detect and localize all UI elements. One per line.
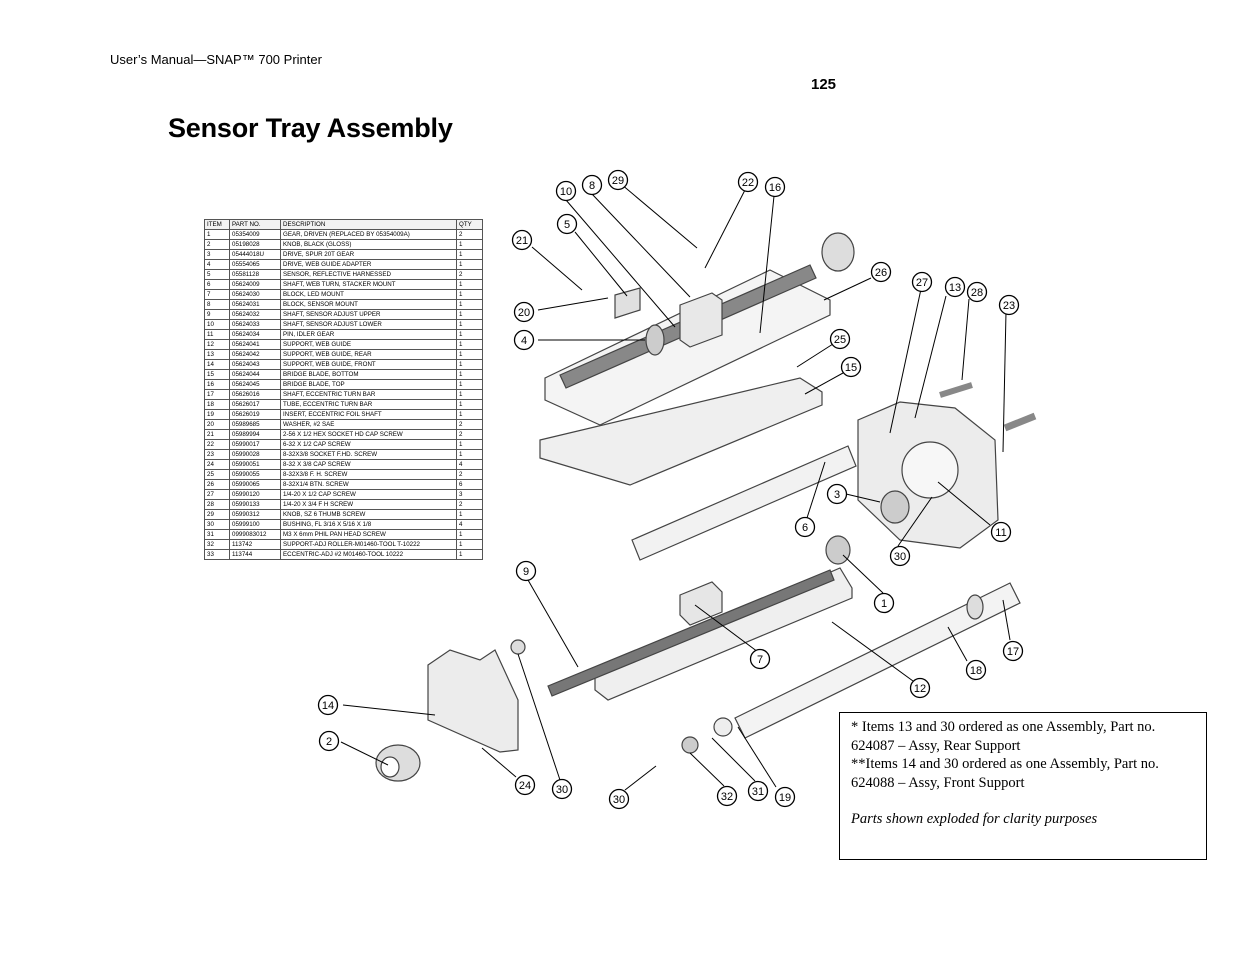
table-cell-item: 25 — [205, 470, 230, 480]
table-cell-qty: 1 — [457, 310, 483, 320]
front-support-plate-drawing — [428, 650, 518, 752]
table-cell-part-no: 05990065 — [230, 480, 281, 490]
table-cell-description: DRIVE, WEB GUIDE ADAPTER — [281, 260, 457, 270]
table-cell-qty: 1 — [457, 370, 483, 380]
table-cell-item: 32 — [205, 540, 230, 550]
eccentric-shaft-end-drawing — [967, 595, 983, 619]
table-cell-item: 30 — [205, 520, 230, 530]
callout-number: 15 — [844, 362, 858, 374]
table-cell-part-no: 05990051 — [230, 460, 281, 470]
table-cell-qty: 6 — [457, 480, 483, 490]
table-cell-item: 23 — [205, 450, 230, 460]
table-cell-part-no: 05626019 — [230, 410, 281, 420]
table-cell-part-no: 05624033 — [230, 320, 281, 330]
callout-number: 18 — [969, 665, 983, 677]
bushing-drawing — [511, 640, 525, 654]
table-cell-part-no: 05990055 — [230, 470, 281, 480]
drive-gear-top-drawing — [822, 233, 854, 271]
table-cell-qty: 2 — [457, 270, 483, 280]
callout-number: 2 — [325, 736, 333, 748]
table-cell-qty: 1 — [457, 250, 483, 260]
callout-number: 5 — [563, 219, 571, 231]
table-cell-item: 26 — [205, 480, 230, 490]
table-cell-description: BRIDGE BLADE, TOP — [281, 380, 457, 390]
table-cell-qty: 4 — [457, 460, 483, 470]
table-cell-part-no: 113742 — [230, 540, 281, 550]
table-cell-item: 14 — [205, 360, 230, 370]
page-title: Sensor Tray Assembly — [168, 113, 453, 143]
table-cell-qty: 2 — [457, 230, 483, 240]
callout-number: 25 — [833, 334, 847, 346]
table-cell-description: SUPPORT, WEB GUIDE, REAR — [281, 350, 457, 360]
callout-number: 19 — [778, 792, 792, 804]
table-cell-qty: 1 — [457, 390, 483, 400]
support-plate-hole-drawing — [902, 442, 958, 498]
table-cell-description: SHAFT, SENSOR ADJUST LOWER — [281, 320, 457, 330]
table-cell-description: SHAFT, SENSOR ADJUST UPPER — [281, 310, 457, 320]
table-cell-part-no: 05581128 — [230, 270, 281, 280]
table-cell-item: 12 — [205, 340, 230, 350]
table-cell-item: 10 — [205, 320, 230, 330]
table-cell-part-no: 05554065 — [230, 260, 281, 270]
page-number: 125 — [811, 76, 837, 93]
callout-number: 3 — [833, 489, 841, 501]
callout-number: 24 — [518, 780, 532, 792]
driven-gear-lower-drawing — [826, 536, 850, 564]
table-cell-qty: 2 — [457, 470, 483, 480]
callout-number: 26 — [874, 267, 888, 279]
table-cell-description: SHAFT, ECCENTRIC TURN BAR — [281, 390, 457, 400]
table-cell-qty: 1 — [457, 260, 483, 270]
table-cell-part-no: 05990120 — [230, 490, 281, 500]
callout-number: 21 — [515, 235, 529, 247]
callout-number: 30 — [612, 794, 626, 806]
table-cell-qty: 1 — [457, 340, 483, 350]
table-cell-item: 5 — [205, 270, 230, 280]
callout-number: 12 — [913, 683, 927, 695]
table-cell-qty: 1 — [457, 530, 483, 540]
table-cell-description: SENSOR, REFLECTIVE HARNESSED — [281, 270, 457, 280]
table-cell-part-no: 05624042 — [230, 350, 281, 360]
callout-number: 14 — [321, 700, 335, 712]
table-cell-description: 6-32 X 1/2 CAP SCREW — [281, 440, 457, 450]
table-header-item: ITEM — [205, 220, 230, 230]
table-cell-part-no: 05626017 — [230, 400, 281, 410]
screw-23-drawing — [1005, 416, 1035, 428]
table-cell-qty: 1 — [457, 440, 483, 450]
table-cell-qty: 1 — [457, 400, 483, 410]
callout-number: 29 — [611, 175, 625, 187]
callout-number: 23 — [1002, 300, 1016, 312]
callout-number: 8 — [588, 180, 596, 192]
table-cell-part-no: 05624009 — [230, 280, 281, 290]
callout-number: 22 — [741, 177, 755, 189]
note-line-3: **Items 14 and 30 ordered as one Assembly, Part no. — [851, 756, 1159, 772]
knob-face-drawing — [381, 757, 399, 777]
table-cell-description: 1/4-20 X 1/2 CAP SCREW — [281, 490, 457, 500]
table-cell-item: 15 — [205, 370, 230, 380]
callout-number: 16 — [768, 182, 782, 194]
table-cell-part-no: 05990017 — [230, 440, 281, 450]
table-cell-item: 33 — [205, 550, 230, 560]
table-cell-description: 1/4-20 X 3/4 F H SCREW — [281, 500, 457, 510]
callout-number: 28 — [970, 287, 984, 299]
table-cell-description: GEAR, DRIVEN (REPLACED BY 05354009A) — [281, 230, 457, 240]
table-cell-part-no: 05444018U — [230, 250, 281, 260]
table-cell-description: 8-32X1/4 BTN. SCREW — [281, 480, 457, 490]
table-cell-qty: 1 — [457, 510, 483, 520]
table-cell-part-no: 05989994 — [230, 430, 281, 440]
table-header-qty: QTY — [457, 220, 483, 230]
table-cell-qty: 2 — [457, 420, 483, 430]
table-cell-item: 11 — [205, 330, 230, 340]
callout-number: 10 — [559, 186, 573, 198]
manual-header: User’s Manual—SNAP™ 700 Printer — [110, 52, 322, 67]
note-line-2: 624087 – Assy, Rear Support — [851, 737, 1021, 754]
callout-number: 20 — [517, 307, 531, 319]
table-cell-description: BLOCK, LED MOUNT — [281, 290, 457, 300]
table-cell-description: KNOB, SZ 6 THUMB SCREW — [281, 510, 457, 520]
table-cell-qty: 1 — [457, 410, 483, 420]
table-cell-item: 8 — [205, 300, 230, 310]
table-cell-item: 17 — [205, 390, 230, 400]
table-cell-description: SUPPORT, WEB GUIDE — [281, 340, 457, 350]
table-cell-description: SHAFT, WEB TURN, STACKER MOUNT — [281, 280, 457, 290]
table-cell-item: 1 — [205, 230, 230, 240]
table-cell-item: 21 — [205, 430, 230, 440]
table-cell-item: 19 — [205, 410, 230, 420]
table-cell-qty: 1 — [457, 290, 483, 300]
callout-number: 9 — [522, 566, 530, 578]
table-cell-qty: 1 — [457, 380, 483, 390]
note-line-4: 624088 – Assy, Front Support — [851, 774, 1025, 791]
table-cell-description: PIN, IDLER GEAR — [281, 330, 457, 340]
table-cell-item: 28 — [205, 500, 230, 510]
table-cell-part-no: 05624030 — [230, 290, 281, 300]
sensor-adjust-lower-shaft-drawing — [548, 570, 834, 696]
table-cell-qty: 1 — [457, 350, 483, 360]
table-cell-part-no: 05198028 — [230, 240, 281, 250]
eccentric-adj-drawing — [682, 737, 698, 753]
table-cell-description: BLOCK, SENSOR MOUNT — [281, 300, 457, 310]
table-cell-description: INSERT, ECCENTRIC FOIL SHAFT — [281, 410, 457, 420]
callout-number: 11 — [995, 527, 1007, 539]
table-cell-item: 3 — [205, 250, 230, 260]
note-line-1: * Items 13 and 30 ordered as one Assembly, Part no. — [851, 719, 1156, 735]
table-cell-description: 2-56 X 1/2 HEX SOCKET HD CAP SCREW — [281, 430, 457, 440]
table-cell-qty: 1 — [457, 330, 483, 340]
table-cell-part-no: 0999083012 — [230, 530, 281, 540]
table-cell-item: 24 — [205, 460, 230, 470]
table-cell-description: BUSHING, FL 3/16 X 5/16 X 1/8 — [281, 520, 457, 530]
table-cell-item: 13 — [205, 350, 230, 360]
table-cell-item: 29 — [205, 510, 230, 520]
callout-number: 32 — [720, 791, 734, 803]
callout-number: 27 — [915, 277, 929, 289]
table-header-part-no: PART NO. — [230, 220, 281, 230]
table-cell-item: 4 — [205, 260, 230, 270]
table-cell-part-no: 05626016 — [230, 390, 281, 400]
table-cell-qty: 1 — [457, 360, 483, 370]
callout-number: 17 — [1006, 646, 1020, 658]
table-cell-qty: 1 — [457, 300, 483, 310]
table-cell-description: SUPPORT-ADJ ROLLER-M01460-TOOL T-10222 — [281, 540, 457, 550]
table-cell-item: 31 — [205, 530, 230, 540]
table-cell-description: 8-32 X 3/8 CAP SCREW — [281, 460, 457, 470]
table-cell-qty: 1 — [457, 550, 483, 560]
drive-adapter-drawing — [646, 325, 664, 355]
table-cell-description: DRIVE, SPUR 20T GEAR — [281, 250, 457, 260]
table-cell-description: 8-32X3/8 SOCKET F.HD. SCREW — [281, 450, 457, 460]
table-cell-item: 22 — [205, 440, 230, 450]
spur-gear-drawing — [881, 491, 909, 523]
table-cell-item: 9 — [205, 310, 230, 320]
table-cell-description: ECCENTRIC-ADJ #2 M01460-TOOL 10222 — [281, 550, 457, 560]
table-cell-part-no: 05990028 — [230, 450, 281, 460]
callout-number: 30 — [555, 784, 569, 796]
table-cell-qty: 1 — [457, 450, 483, 460]
table-cell-qty: 1 — [457, 280, 483, 290]
table-cell-item: 18 — [205, 400, 230, 410]
table-cell-qty: 1 — [457, 240, 483, 250]
table-cell-part-no: 05624032 — [230, 310, 281, 320]
table-cell-part-no: 05624041 — [230, 340, 281, 350]
callout-number: 13 — [948, 282, 962, 294]
table-cell-qty: 2 — [457, 500, 483, 510]
sensor-block-small-drawing — [615, 288, 640, 318]
table-cell-qty: 4 — [457, 520, 483, 530]
callout-number: 6 — [801, 522, 809, 534]
table-cell-description: KNOB, BLACK (GLOSS) — [281, 240, 457, 250]
table-cell-part-no: 05624031 — [230, 300, 281, 310]
table-cell-part-no: 05989685 — [230, 420, 281, 430]
note-italic: Parts shown exploded for clarity purposes — [851, 811, 1098, 827]
table-cell-qty: 1 — [457, 320, 483, 330]
table-cell-item: 20 — [205, 420, 230, 430]
callout-number: 7 — [756, 654, 764, 666]
table-cell-description: TUBE, ECCENTRIC TURN BAR — [281, 400, 457, 410]
table-cell-item: 27 — [205, 490, 230, 500]
table-cell-item: 6 — [205, 280, 230, 290]
callout-number: 30 — [893, 551, 907, 563]
table-cell-part-no: 05624034 — [230, 330, 281, 340]
insert-ring-drawing — [714, 718, 732, 736]
table-cell-qty: 2 — [457, 430, 483, 440]
table-cell-item: 7 — [205, 290, 230, 300]
table-cell-description: SUPPORT, WEB GUIDE, FRONT — [281, 360, 457, 370]
table-header-description: DESCRIPTION — [281, 220, 457, 230]
callout-number: 1 — [880, 598, 888, 610]
table-cell-part-no: 05624044 — [230, 370, 281, 380]
callout-number: 4 — [520, 335, 528, 347]
table-cell-part-no: 05990312 — [230, 510, 281, 520]
table-cell-part-no: 05354009 — [230, 230, 281, 240]
table-cell-part-no: 05624045 — [230, 380, 281, 390]
table-cell-description: WASHER, #2 SAE — [281, 420, 457, 430]
table-cell-description: 8-32X3/8 F. H. SCREW — [281, 470, 457, 480]
table-cell-part-no: 05624043 — [230, 360, 281, 370]
screw-28-drawing — [940, 385, 972, 395]
table-cell-description: BRIDGE BLADE, BOTTOM — [281, 370, 457, 380]
table-cell-qty: 3 — [457, 490, 483, 500]
table-cell-item: 2 — [205, 240, 230, 250]
notes-box — [839, 712, 1207, 860]
callout-number: 31 — [751, 786, 765, 798]
table-cell-qty: 1 — [457, 540, 483, 550]
table-cell-part-no: 05999100 — [230, 520, 281, 530]
table-cell-description: M3 X 6mm PHIL PAN HEAD SCREW — [281, 530, 457, 540]
table-cell-item: 16 — [205, 380, 230, 390]
table-cell-part-no: 05990133 — [230, 500, 281, 510]
table-cell-part-no: 113744 — [230, 550, 281, 560]
